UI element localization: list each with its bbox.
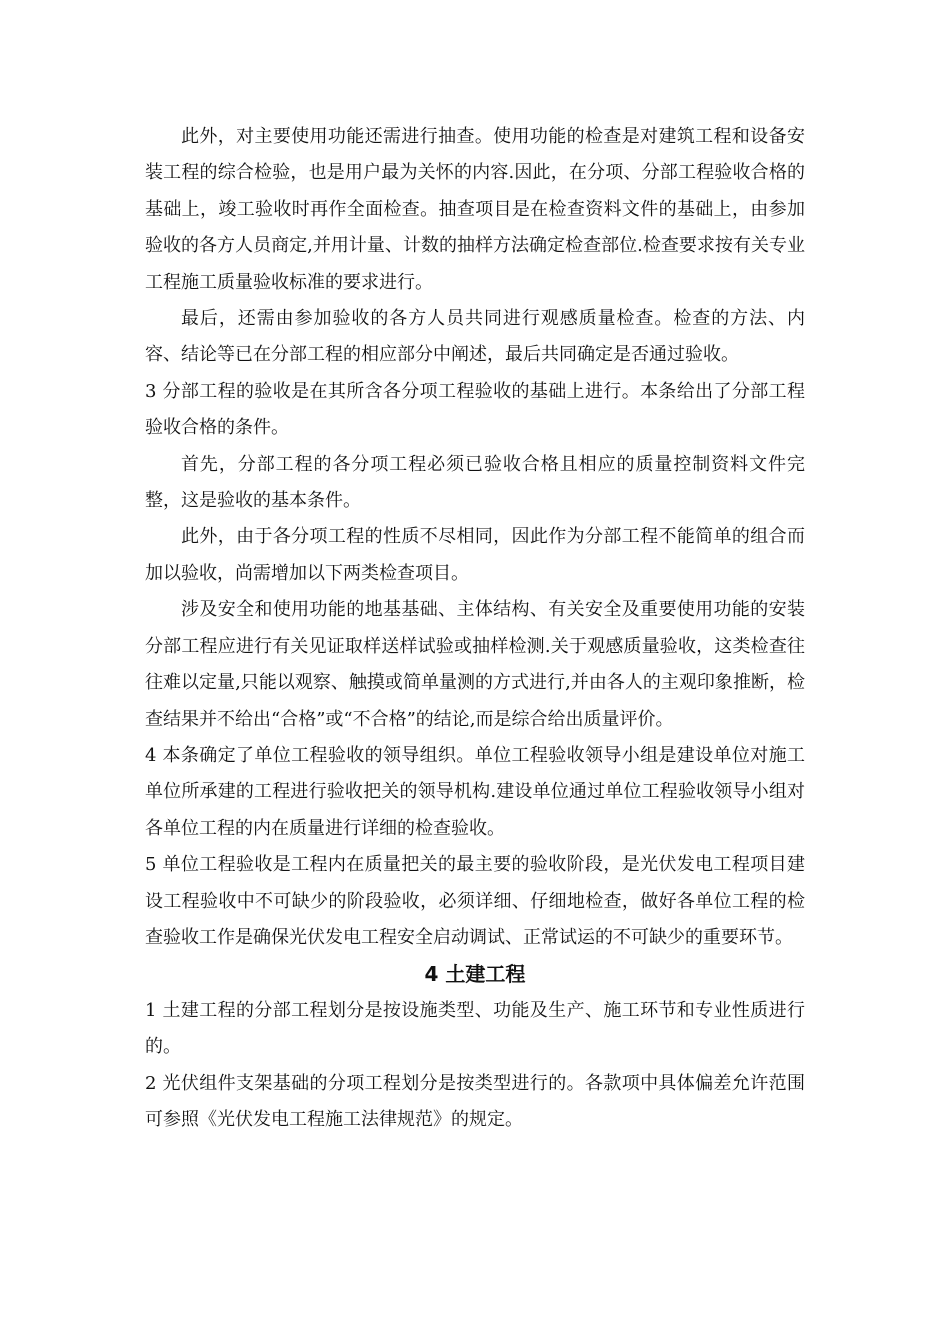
- paragraph-item-5: 5 单位工程验收是工程内在质量把关的最主要的验收阶段，是光伏发电工程项目建设工程验收中不可缺少的阶段验收，必须详细、仔细地检查，做好各单位工程的检查验收工作是确保光伏发电工程安全启动调试、正常试运的不可缺少的重要环节。: [145, 854, 805, 948]
- document-body: [145, 119, 805, 1138]
- paragraph-additional-checks: 此外，由于各分项工程的性质不尽相同，因此作为分部工程不能简单的组合而加以验收，尚需增加以下两类检查项目。: [145, 526, 805, 584]
- section-heading: 4 土建工程: [424, 962, 526, 987]
- paragraph-safety-function-checks: 涉及安全和使用功能的地基基础、主体结构、有关安全及重要使用功能的安装分部工程应进行有关见证取样送样试验或抽样检测.关于观感质量验收，这类检查往往难以定量,只能以观察、触摸或简单量测的方式进行,并由各人的主观印象推断，检查结果并不给出“合格”或“不合格”的结论,而是综合给出质量评价。: [145, 599, 805, 730]
- paragraph-civil-item-2: 2 光伏组件支架基础的分项工程划分是按类型进行的。各款项中具体偏差允许范围可参照《光伏发电工程施工法律规范》的规定。: [145, 1072, 805, 1130]
- paragraph-first-condition: 首先，分部工程的各分项工程必须已验收合格且相应的质量控制资料文件完整，这是验收的基本条件。: [145, 453, 805, 512]
- paragraph-civil-item-1: 1 土建工程的分部工程划分是按设施类型、功能及生产、施工环节和专业性质进行的。: [145, 999, 805, 1058]
- paragraph-item-4: 4 本条确定了单位工程验收的领导组织。单位工程验收领导小组是建设单位对施工单位所承建的工程进行验收把关的领导机构.建设单位通过单位工程验收领导小组对各单位工程的内在质量进行详细的检查验收。: [145, 744, 805, 839]
- paragraph-item-3: 3 分部工程的验收是在其所含各分项工程验收的基础上进行。本条给出了分部工程验收合格的条件。: [145, 380, 805, 439]
- paragraph-visual-quality-check: 最后，还需由参加验收的各方人员共同进行观感质量检查。检查的方法、内容、结论等已在分部工程的相应部分中阐述，最后共同确定是否通过验收。: [145, 308, 805, 366]
- paragraph-spot-check: 此外，对主要使用功能还需进行抽查。使用功能的检查是对建筑工程和设备安装工程的综合检验，也是用户最为关怀的内容.因此，在分项、分部工程验收合格的基础上，竣工验收时再作全面检查。抽查项目是在检查资料文件的基础上，由参加验收的各方人员商定,并用计量、计数的抽样方法确定检查部位.检查要求按有关专业工程施工质量验收标准的要求进行。: [145, 126, 805, 293]
